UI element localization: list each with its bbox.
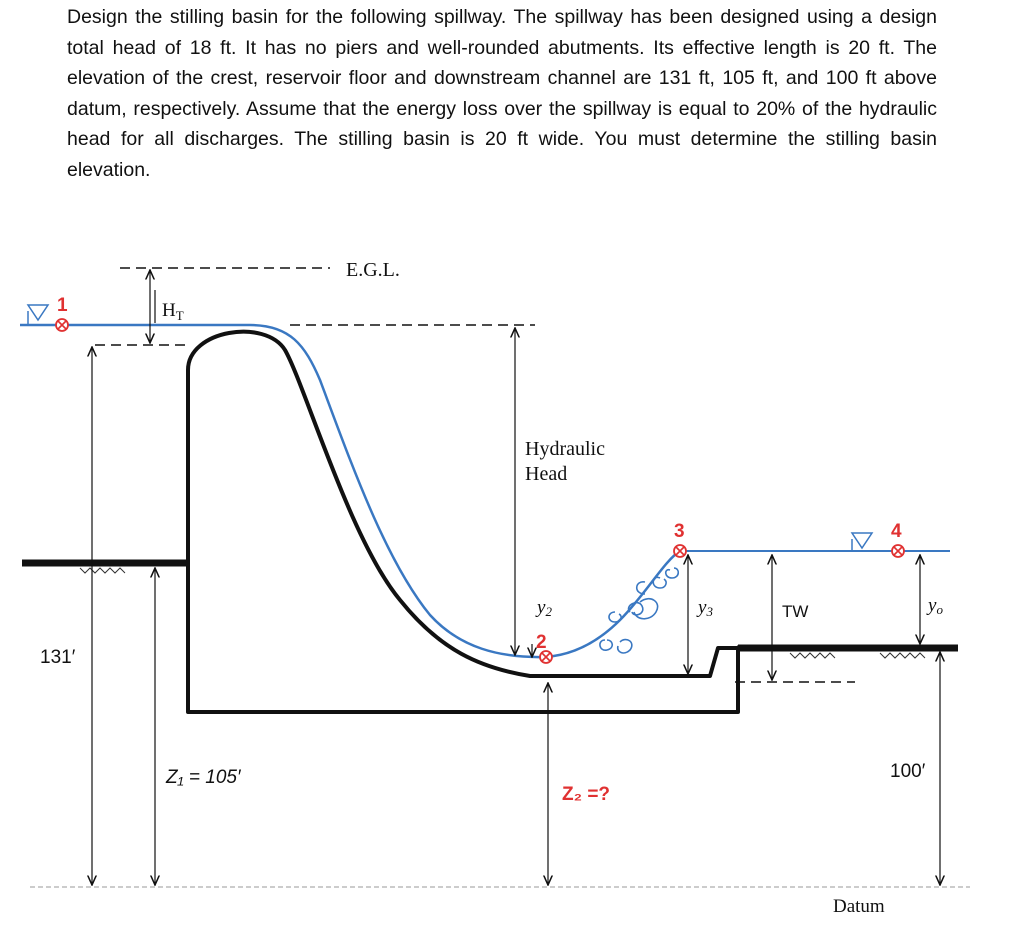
crest-elevation-label: 131′ — [40, 647, 76, 668]
svg-text:2: 2 — [536, 632, 547, 653]
water-surface-symbol-downstream — [852, 533, 872, 551]
svg-text:4: 4 — [891, 521, 902, 542]
water-surface-symbol-upstream — [28, 305, 48, 325]
y2-label: y2 — [537, 597, 552, 619]
svg-text:1: 1 — [57, 295, 68, 316]
svg-text:3: 3 — [674, 521, 685, 542]
z2-label: Z₂ =? — [562, 784, 611, 805]
egl-label: E.G.L. — [346, 259, 400, 281]
y3-label: y3 — [698, 597, 713, 619]
hydraulic-head-label-1: Hydraulic — [525, 438, 605, 460]
svg-text:HT: $H_T$ — [162, 300, 184, 323]
z1-label: Z₁ = 105′ — [166, 767, 241, 788]
ht-label-box — [155, 290, 184, 323]
datum-label: Datum — [833, 896, 885, 917]
spillway-body — [188, 332, 738, 712]
dimension-arrows — [92, 270, 940, 885]
downstream-elevation-label: 100′ — [890, 761, 926, 782]
water-surface-upstream — [20, 325, 680, 657]
yo-label: yo — [928, 595, 943, 617]
tw-label: TW — [782, 602, 809, 621]
section-marker-3 — [674, 521, 686, 557]
section-marker-1 — [56, 295, 68, 331]
section-marker-4 — [891, 521, 904, 557]
section-marker-2 — [536, 632, 552, 663]
hydraulic-jump — [600, 568, 678, 653]
hydraulic-head-label-2: Head — [525, 463, 568, 485]
problem-text: Design the stilling basin for the following spillway. The spillway has been designed using a design total head of 18 ft. It has no piers and well-rounded abutments. Its effective length is 20 ft. The elevation of the crest, reservoir floor and downstream channel are 131 ft, 105 ft, and 100 ft above datum, respectively. Assume that the energy loss over the spillway is equal to 20% of the hydraulic head for all discharges. The stilling basin is 20 ft wide. You must determine the stilling basin elevation. — [67, 6, 937, 181]
